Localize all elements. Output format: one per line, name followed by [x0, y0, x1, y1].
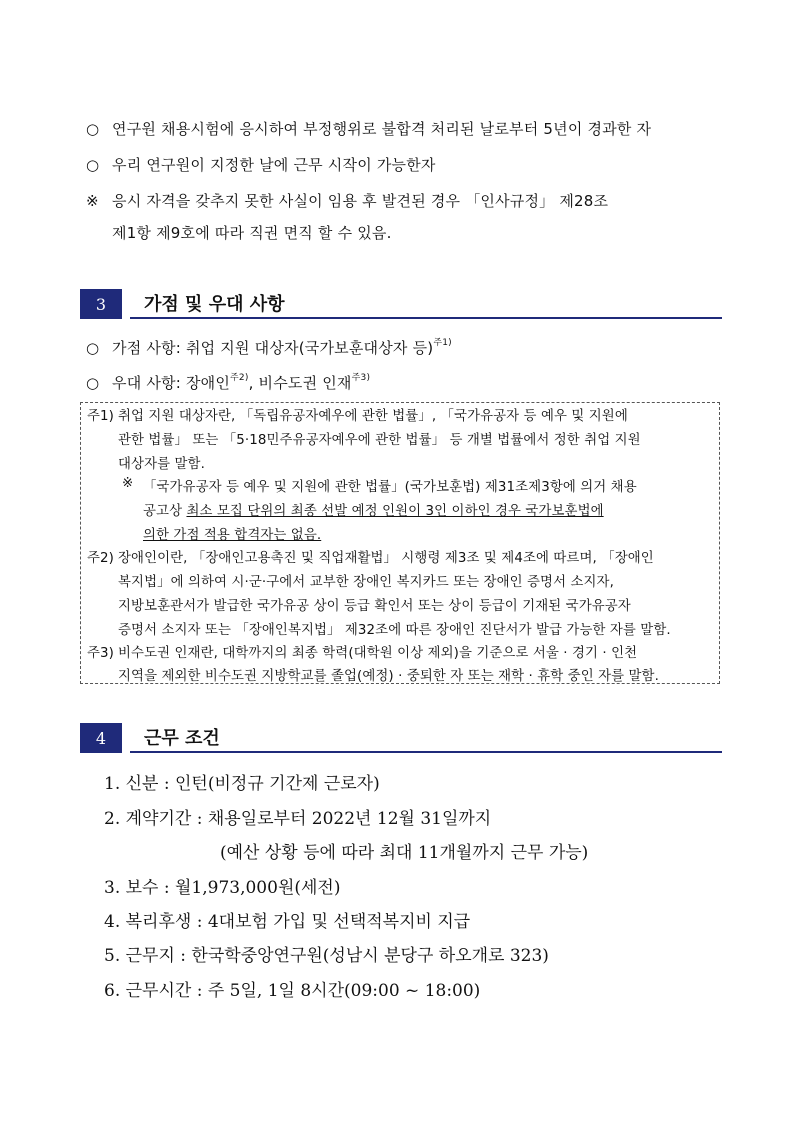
section-number-badge: 4	[80, 723, 122, 753]
work-condition-item: 3. 보수 : 월1,973,000원(세전)	[104, 878, 341, 898]
footnote-ref: 주1)	[433, 338, 452, 348]
footnote-3-line: 비수도권 인재란, 대학까지의 최종 학력(대학원 이상 제외)을 기준으로 서울 · 경기 · 인천	[118, 646, 638, 661]
footnote-1-label: 주1)	[87, 409, 114, 424]
section-title: 가점 및 우대 사항	[144, 294, 285, 315]
footnote-3-label: 주3)	[87, 646, 114, 661]
work-condition-item: 6. 근무시간 : 주 5일, 1일 8시간(09:00 ~ 18:00)	[104, 981, 481, 1001]
work-condition-item-continued: (예산 상황 등에 따라 최대 11개월까지 근무 가능)	[220, 843, 589, 863]
footnote-2-label: 주2)	[87, 551, 114, 566]
work-condition-item: 1. 신분 : 인턴(비정규 기간제 근로자)	[104, 774, 380, 794]
circle-bullet-icon: ○	[86, 120, 100, 138]
work-condition-item: 2. 계약기간 : 채용일로부터 2022년 12월 31일까지	[104, 809, 492, 829]
footnote-2-line: 복지법」에 의하여 시·군·구에서 교부한 장애인 복지카드 또는 장애인 증명서 소지자,	[118, 575, 614, 590]
section-3-header	[80, 289, 722, 319]
reference-mark-icon: ※	[86, 192, 99, 210]
section-divider	[130, 751, 722, 753]
eligibility-item-1: ○ 연구원 채용시험에 응시하여 부정행위로 불합격 처리된 날로부터 5년이 경과한 자	[86, 120, 652, 138]
circle-bullet-icon: ○	[86, 156, 100, 174]
footnote-2-line: 장애인이란, 「장애인고용촉진 및 직업재활법」 시행령 제3조 및 제4조에 따르며, 「장애인	[118, 551, 654, 566]
preference-item: ○ 우대 사항: 장애인$^{주2)}$, 비수도권 인재$^{주3)}$	[86, 373, 371, 392]
work-condition-item: 5. 근무지 : 한국학중앙연구원(성남시 분당구 하오개로 323)	[104, 946, 549, 966]
footnotes-box	[80, 402, 720, 684]
footnote-1-sub-line: 「국가유공자 등 예우 및 지원에 관한 법률」(국가보훈법) 제31조제3항에 의거 채용	[143, 480, 637, 495]
bonus-item: ○ 가점 사항: 취업 지원 대상자(국가보훈대상자 등)$^{주1)}$	[86, 338, 452, 357]
footnote-1-line: 취업 지원 대상자란, 「독립유공자예우에 관한 법률」, 「국가유공자 등 예우 및 지원에	[118, 409, 628, 424]
eligibility-item-2: ○ 우리 연구원이 지정한 날에 근무 시작이 가능한자	[86, 156, 436, 174]
section-divider	[130, 317, 722, 319]
footnote-1-sub-line: 공고상 최소 모집 단위의 최종 선발 예정 인원이 3인 이하인 경우 국가보훈법에	[143, 504, 604, 519]
eligibility-note: ※ 응시 자격을 갖추지 못한 사실이 임용 후 발견된 경우 「인사규정」 제28조	[86, 192, 609, 210]
footnote-1-line: 대상자를 말함.	[118, 457, 205, 472]
section-4-header	[80, 723, 722, 753]
circle-bullet-icon: ○	[86, 339, 100, 357]
footnote-ref: 주3)	[351, 373, 371, 383]
section-number-badge: 3	[80, 289, 122, 319]
footnote-ref: 주2)	[230, 373, 249, 383]
eligibility-note-continued: 제1항 제9호에 따라 직권 면직 할 수 있음.	[112, 224, 392, 242]
reference-mark-icon: ※	[122, 476, 134, 491]
footnote-3-line: 지역을 제외한 비수도권 지방학교를 졸업(예정) · 중퇴한 자 또는 재학 · 휴학 중인 자를 말함.	[118, 669, 659, 684]
footnote-2-line: 지방보훈관서가 발급한 국가유공 상이 등급 확인서 또는 상이 등급이 기재된 국가유공자	[118, 599, 631, 614]
footnote-1-sub-line: 의한 가점 적용 합격자는 없음.	[143, 528, 322, 543]
circle-bullet-icon: ○	[86, 374, 100, 392]
footnote-2-line: 증명서 소지자 또는 「장애인복지법」 제32조에 따른 장애인 진단서가 발급 가능한 자를 말함.	[118, 623, 671, 638]
work-condition-item: 4. 복리후생 : 4대보험 가입 및 선택적복지비 지급	[104, 912, 471, 932]
section-title: 근무 조건	[144, 728, 220, 749]
footnote-1-line: 관한 법률」 또는 「5·18민주유공자예우에 관한 법률」 등 개별 법률에서 정한 취업 지원	[118, 433, 641, 448]
